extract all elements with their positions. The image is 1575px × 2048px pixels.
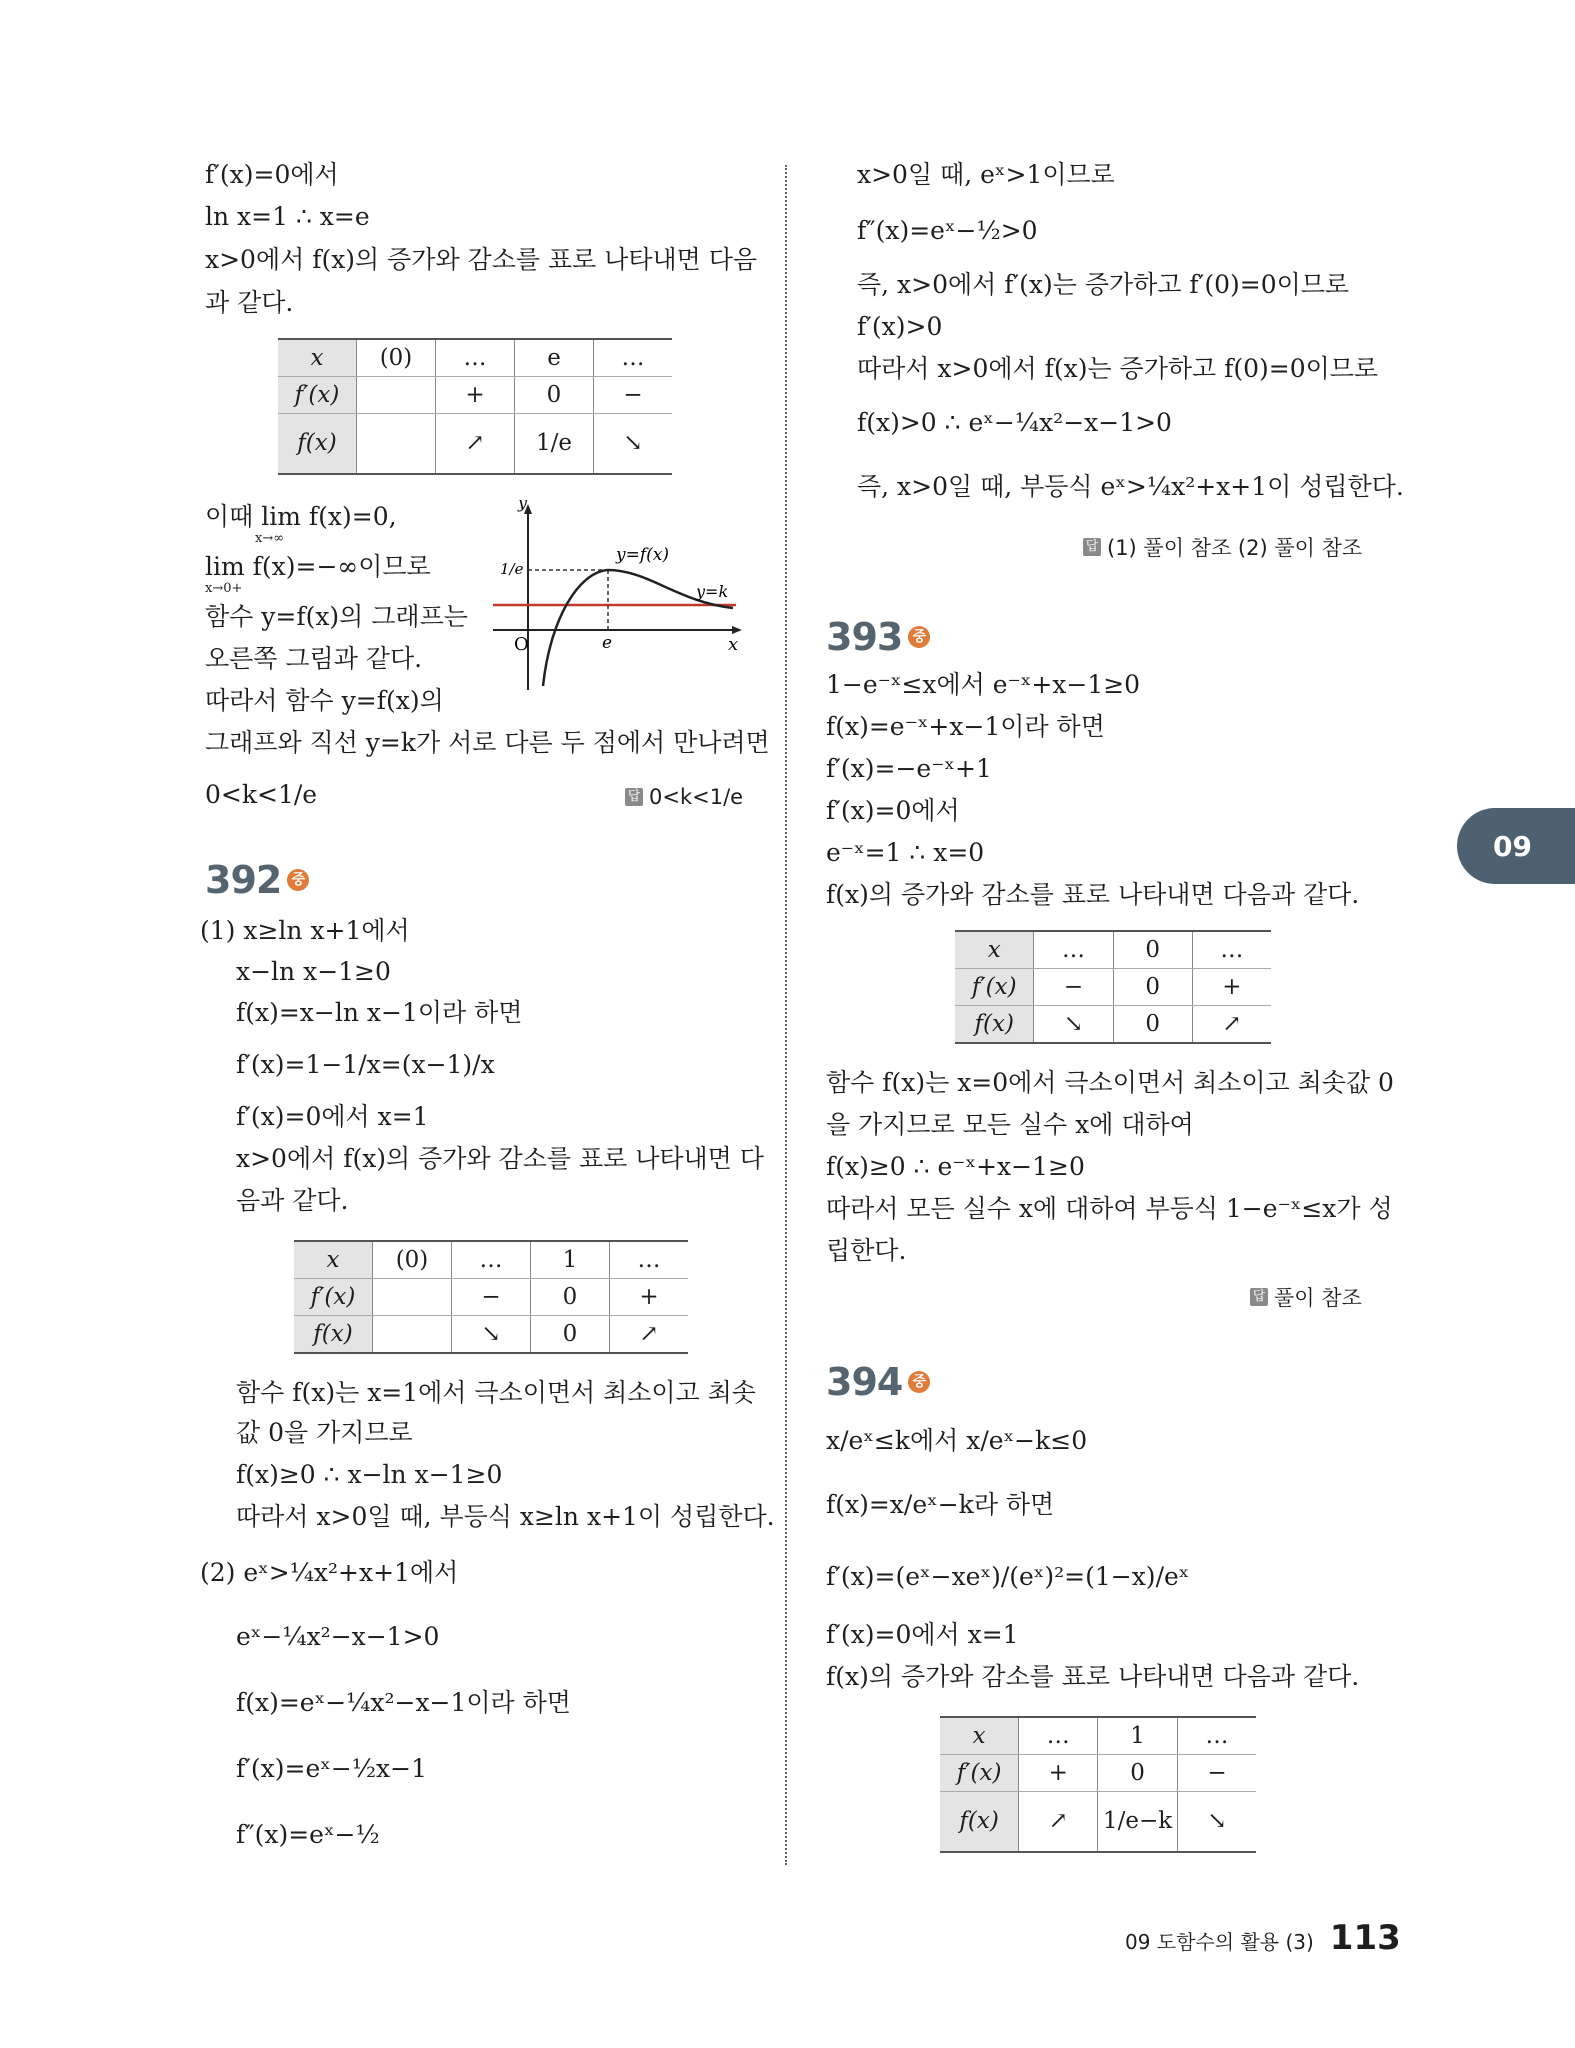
cell: 0: [531, 1316, 610, 1354]
line: 이때 lim f(x)=0,: [205, 502, 397, 531]
cell: f′(x): [278, 377, 357, 414]
line: f″(x)=eˣ−½: [236, 1820, 380, 1849]
cell: +: [436, 377, 515, 414]
function-graph: [488, 500, 748, 700]
cell: 0: [1113, 969, 1192, 1006]
cell: ↗: [1019, 1792, 1098, 1852]
cell: f(x): [294, 1316, 373, 1354]
cell: …: [1178, 1717, 1256, 1755]
line: x>0에서 f(x)의 증가와 감소를 표로 나타내면 다: [236, 1144, 764, 1173]
line: 립한다.: [826, 1236, 907, 1265]
cell: [357, 377, 436, 414]
line: 과 같다.: [205, 288, 294, 317]
cell: 0: [1113, 1006, 1192, 1044]
graph-line-label: y=k: [696, 582, 729, 601]
line: f′(x)=1−1/x=(x−1)/x: [236, 1050, 495, 1079]
cell: (0): [373, 1241, 452, 1279]
line: f(x)=e⁻ˣ+x−1이라 하면: [826, 712, 1105, 741]
cell: [357, 414, 436, 474]
answer-ref: [1083, 532, 1362, 562]
answer-text: 0<k<1/e: [649, 785, 744, 809]
line: 따라서 함수 y=f(x)의: [205, 686, 444, 715]
difficulty-badge: 중: [287, 869, 309, 891]
cell: −: [1034, 969, 1113, 1006]
cell: …: [1034, 931, 1113, 969]
cell: …: [594, 339, 673, 377]
line: x−ln x−1≥0: [236, 957, 391, 986]
graph-x-label: x: [728, 634, 739, 655]
cell: −: [1178, 1755, 1256, 1792]
cell: +: [1192, 969, 1271, 1006]
cell: ↗: [1192, 1006, 1271, 1044]
cell: −: [594, 377, 673, 414]
line: eˣ−¼x²−x−1>0: [236, 1622, 440, 1651]
cell: 0: [515, 377, 594, 414]
problem-number-392: [205, 858, 309, 902]
page-footer: [1125, 1918, 1401, 1958]
line: f′(x)=0에서: [826, 796, 960, 825]
sign-table-2: [294, 1240, 688, 1354]
problem-number: 393: [826, 615, 903, 659]
line: 오른쪽 그림과 같다.: [205, 644, 423, 673]
line: 함수 f(x)는 x=1에서 극소이면서 최소이고 최솟: [236, 1378, 756, 1407]
sign-table-4: [940, 1716, 1256, 1853]
line: (2) eˣ>¼x²+x+1에서: [200, 1558, 459, 1587]
cell: f(x): [940, 1792, 1019, 1852]
line: 을 가지므로 모든 실수 x에 대하여: [826, 1110, 1194, 1139]
cell: f′(x): [955, 969, 1034, 1006]
cell: [373, 1316, 452, 1354]
line: 따라서 x>0일 때, 부등식 x≥ln x+1이 성립한다.: [236, 1502, 775, 1531]
line: 따라서 모든 실수 x에 대하여 부등식 1−e⁻ˣ≤x가 성: [826, 1194, 1393, 1223]
cell: f′(x): [940, 1755, 1019, 1792]
line: 함수 f(x)는 x=0에서 극소이면서 최소이고 최솟값 0: [826, 1068, 1394, 1097]
graph-curve-label: y=f(x): [616, 545, 669, 565]
graph-origin-label: O: [514, 634, 529, 655]
line: 그래프와 직선 y=k가 서로 다른 두 점에서 만나려면: [205, 728, 770, 757]
line: f(x)의 증가와 감소를 표로 나타내면 다음과 같다.: [826, 1662, 1360, 1691]
line: f′(x)=eˣ−½x−1: [236, 1754, 428, 1783]
line: ln x=1 ∴ x=e: [205, 202, 370, 231]
line: e⁻ˣ=1 ∴ x=0: [826, 838, 985, 867]
line: f(x)≥0 ∴ x−ln x−1≥0: [236, 1460, 503, 1489]
line: 1−e⁻ˣ≤x에서 e⁻ˣ+x−1≥0: [826, 670, 1141, 699]
cell: 1: [1098, 1717, 1178, 1755]
cell: e: [515, 339, 594, 377]
cell: 0: [1113, 931, 1192, 969]
answer-ref: [625, 785, 743, 809]
cell: 1: [531, 1241, 610, 1279]
problem-number-394: [826, 1360, 930, 1404]
cell: ↘: [452, 1316, 531, 1354]
line: f′(x)=−e⁻ˣ+1: [826, 754, 992, 783]
limit-sub: x→∞: [255, 531, 285, 546]
graph-tick-1-e: 1/e: [500, 560, 524, 578]
cell: ↗: [436, 414, 515, 474]
line: f(x)≥0 ∴ e⁻ˣ+x−1≥0: [826, 1152, 1085, 1181]
cell: f′(x): [294, 1279, 373, 1316]
line: f(x)의 증가와 감소를 표로 나타내면 다음과 같다.: [826, 880, 1360, 909]
cell: f(x): [955, 1006, 1034, 1044]
problem-number-393: [826, 615, 930, 659]
cell: −: [452, 1279, 531, 1316]
line: f(x)>0 ∴ eˣ−¼x²−x−1>0: [857, 408, 1172, 437]
chapter-title: 09 도함수의 활용 (3): [1125, 1930, 1314, 1954]
line: f′(x)>0: [857, 312, 943, 341]
line: 즉, x>0에서 f′(x)는 증가하고 f′(0)=0이므로: [857, 270, 1350, 299]
cell: …: [1019, 1717, 1098, 1755]
cell: [373, 1279, 452, 1316]
line: lim f(x)=−∞이므로: [205, 552, 431, 581]
cell: 0: [1098, 1755, 1178, 1792]
difficulty-badge: 중: [908, 626, 930, 648]
sign-table-1: [278, 338, 672, 475]
line: f(x)=x−ln x−1이라 하면: [236, 998, 523, 1027]
cell: f(x): [278, 414, 357, 474]
difficulty-badge: 중: [908, 1371, 930, 1393]
line: f′(x)=0에서: [205, 160, 339, 189]
cell: …: [1192, 931, 1271, 969]
cell: …: [436, 339, 515, 377]
line: f′(x)=(eˣ−xeˣ)/(eˣ)²=(1−x)/eˣ: [826, 1562, 1190, 1591]
sign-table-3: [955, 930, 1271, 1044]
cell: 1/e: [515, 414, 594, 474]
line: f′(x)=0에서 x=1: [826, 1620, 1019, 1649]
line: f(x)=x/eˣ−k라 하면: [826, 1490, 1055, 1519]
cell: +: [610, 1279, 689, 1316]
cell: ↘: [1178, 1792, 1256, 1852]
cell: x: [294, 1241, 373, 1279]
cell: ↗: [610, 1316, 689, 1354]
answer-text: 풀이 참조: [1274, 1286, 1362, 1310]
cell: …: [452, 1241, 531, 1279]
answer-text: (1) 풀이 참조 (2) 풀이 참조: [1107, 536, 1363, 560]
line: 함수 y=f(x)의 그래프는: [205, 602, 468, 631]
line: 따라서 x>0에서 f(x)는 증가하고 f(0)=0이므로: [857, 354, 1379, 383]
cell: +: [1019, 1755, 1098, 1792]
cell: 0: [531, 1279, 610, 1316]
cell: 1/e−k: [1098, 1792, 1178, 1852]
line: f(x)=eˣ−¼x²−x−1이라 하면: [236, 1688, 571, 1717]
cell: ↘: [594, 414, 673, 474]
graph-y-label: y: [518, 500, 528, 512]
cell: x: [955, 931, 1034, 969]
line: 값 0을 가지므로: [236, 1418, 413, 1447]
line: x>0일 때, eˣ>1이므로: [857, 160, 1115, 189]
cell: x: [278, 339, 357, 377]
line: 즉, x>0일 때, 부등식 eˣ>¼x²+x+1이 성립한다.: [857, 472, 1404, 501]
line: f′(x)=0에서 x=1: [236, 1102, 429, 1131]
limit-sub: x→0+: [205, 581, 243, 596]
line: 0<k<1/e: [205, 780, 318, 809]
cell: ↘: [1034, 1006, 1113, 1044]
line: x/eˣ≤k에서 x/eˣ−k≤0: [826, 1426, 1088, 1455]
page-number: 113: [1329, 1918, 1401, 1958]
cell: x: [940, 1717, 1019, 1755]
answer-badge: 답: [1250, 1288, 1268, 1306]
problem-number: 394: [826, 1360, 903, 1404]
column-divider: [785, 165, 787, 1865]
cell: (0): [357, 339, 436, 377]
line: (1) x≥ln x+1에서: [200, 916, 410, 945]
problem-number: 392: [205, 858, 282, 902]
answer-badge: 답: [625, 788, 643, 806]
line: f″(x)=eˣ−½>0: [857, 216, 1038, 245]
graph-e-label: e: [602, 633, 613, 653]
chapter-tab: 09: [1457, 808, 1575, 884]
line: 음과 같다.: [236, 1186, 349, 1215]
answer-ref: [1250, 1282, 1362, 1312]
line: x>0에서 f(x)의 증가와 감소를 표로 나타내면 다음: [205, 245, 758, 274]
cell: …: [610, 1241, 689, 1279]
answer-badge: 답: [1083, 538, 1101, 556]
